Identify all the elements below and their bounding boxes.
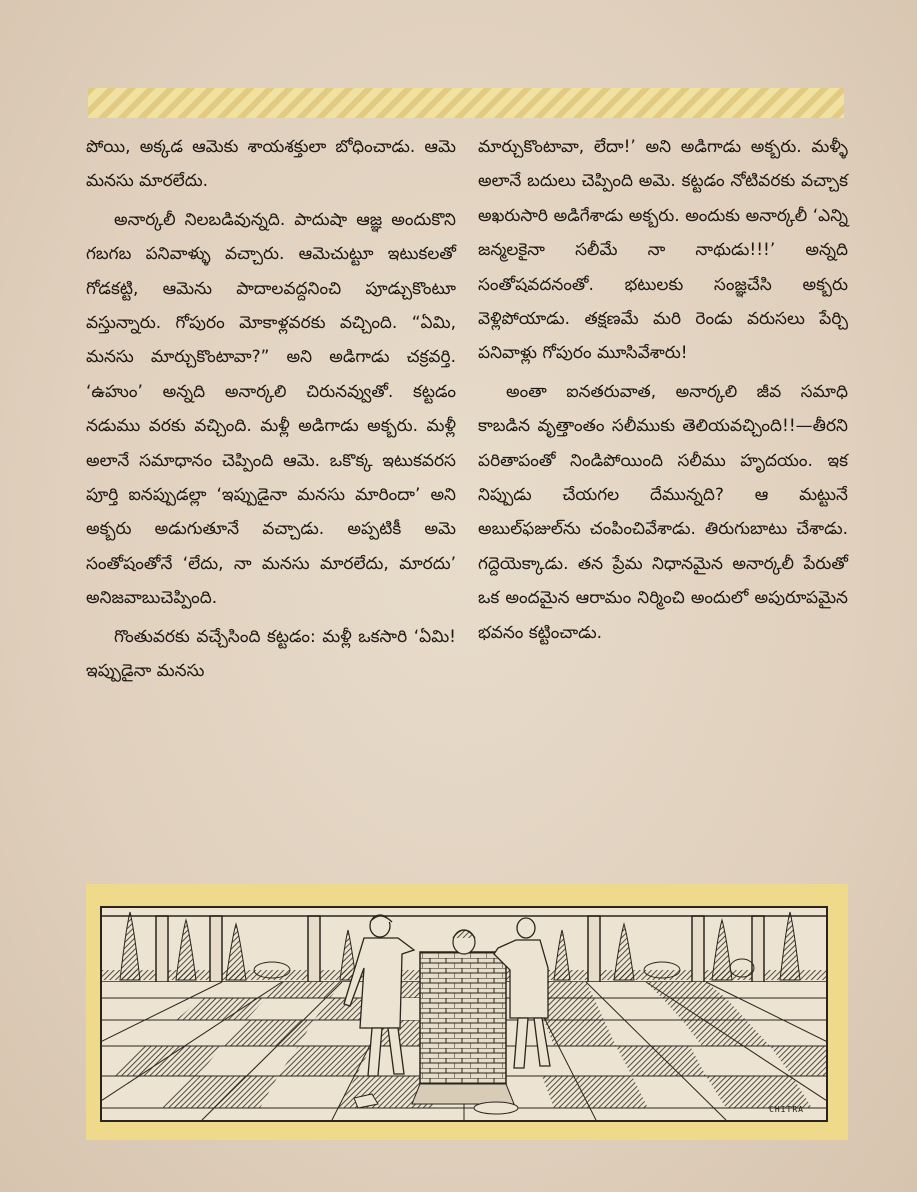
paragraph: పోయి, అక్కడ ఆమెకు శాయశక్తులా బోధించాడు. ఆమె మనసు మారలేదు. xyxy=(86,137,456,192)
right-text-column xyxy=(478,130,848,654)
paragraph: అనార్కలీ నిలబడివున్నది. పాదుషా ఆజ్ఞ అందుకొని గబగబ పనివాళ్ళు వచ్చారు. ఆమెచుట్టూ ఇటుకలతో గోడకట్టి, ఆమెను పాదాలవద్దనించి పూడ్చుకొంటూ వస్తున్నారు. గోపురం మోకాళ్లవరకు వచ్చింది. “ఏమి, మనసు మార్చుకొంటావా?” అని అడిగాడు చక్రవర్తి. ‘ఉహుం’ అన్నది అనార్కలి చిరునవ్వుతో. కట్టడం నడుము వరకు వచ్చింది. మళ్లీ అడిగాడు అక్బరు. మళ్లీ అలానే సమాధానం చెప్పింది ఆమె. ఒకొక్క ఇటుకవరస పూర్తి ఐనప్పుడల్లా ‘ఇప్పుడైనా మనసు మారిందా’ అని అక్బరు అడుగుతూనే వచ్చాడు. అప్పటికీ అమె సంతోషంతోనే ‘లేదు, నా మనసు మారలేదు, మారదు’ అనిజవాబుచెప్పింది. xyxy=(86,209,456,609)
paragraph: గొంతువరకు వచ్చేసింది కట్టడం: మళ్లీ ఒకసారి ‘ఏమి! ఇప్పుడైనా మనసు xyxy=(86,626,456,682)
paragraph: అంతా ఐనతరువాత, అనార్కలి జీవ సమాధి కాబడిన వృత్తాంతం సలీముకు తెలియవచ్చింది!!—తీరని పరితాపంతో నిండిపోయింది సలీము హృదయం. ఇక నిప్పుడు చేయగల దేమున్నది? ఆ మట్టునే అబుల్‌ఫజుల్‌ను చంపించివేశాడు. తిరుగుబాటు చేశాడు. గద్దెయెక్కాడు. తన ప్రేమ నిధానమైన అనార్కలీ పేరుతో ఒక అందమైన ఆరామం నిర్మించి అందులో అపురూపమైన భవనం కట్టించాడు. xyxy=(478,381,848,643)
paragraph: మార్చుకొంటావా, లేదా!’ అని అడిగాడు అక్బరు. మళ్ళీ అలానే బదులు చెప్పింది అమె. కట్టడం నోటివరకు వచ్చాక అఖరుసారి అడిగేశాడు అక్బరు. అందుకు అనార్కలీ ‘ఎన్ని జన్మలకైనా సలీమే నా నాథుడు!!!’ అన్నది సంతోషవదనంతో. భటులకు సంజ్ఞచేసి అక్బరు వెళ్లిపోయాడు. తక్షణమే మరి రెండు వరుసలు పేర్చి పనివాళ్లు గోపురం మూసివేశారు! xyxy=(478,137,848,364)
anarkali-figure xyxy=(453,930,475,954)
left-text-column xyxy=(86,130,456,693)
artist-signature: CHITRA xyxy=(769,1105,804,1114)
brick-tower xyxy=(412,952,514,1104)
courtyard-drawing xyxy=(102,908,826,1120)
courtyard-illustration xyxy=(100,906,828,1122)
decorative-border xyxy=(88,88,844,118)
